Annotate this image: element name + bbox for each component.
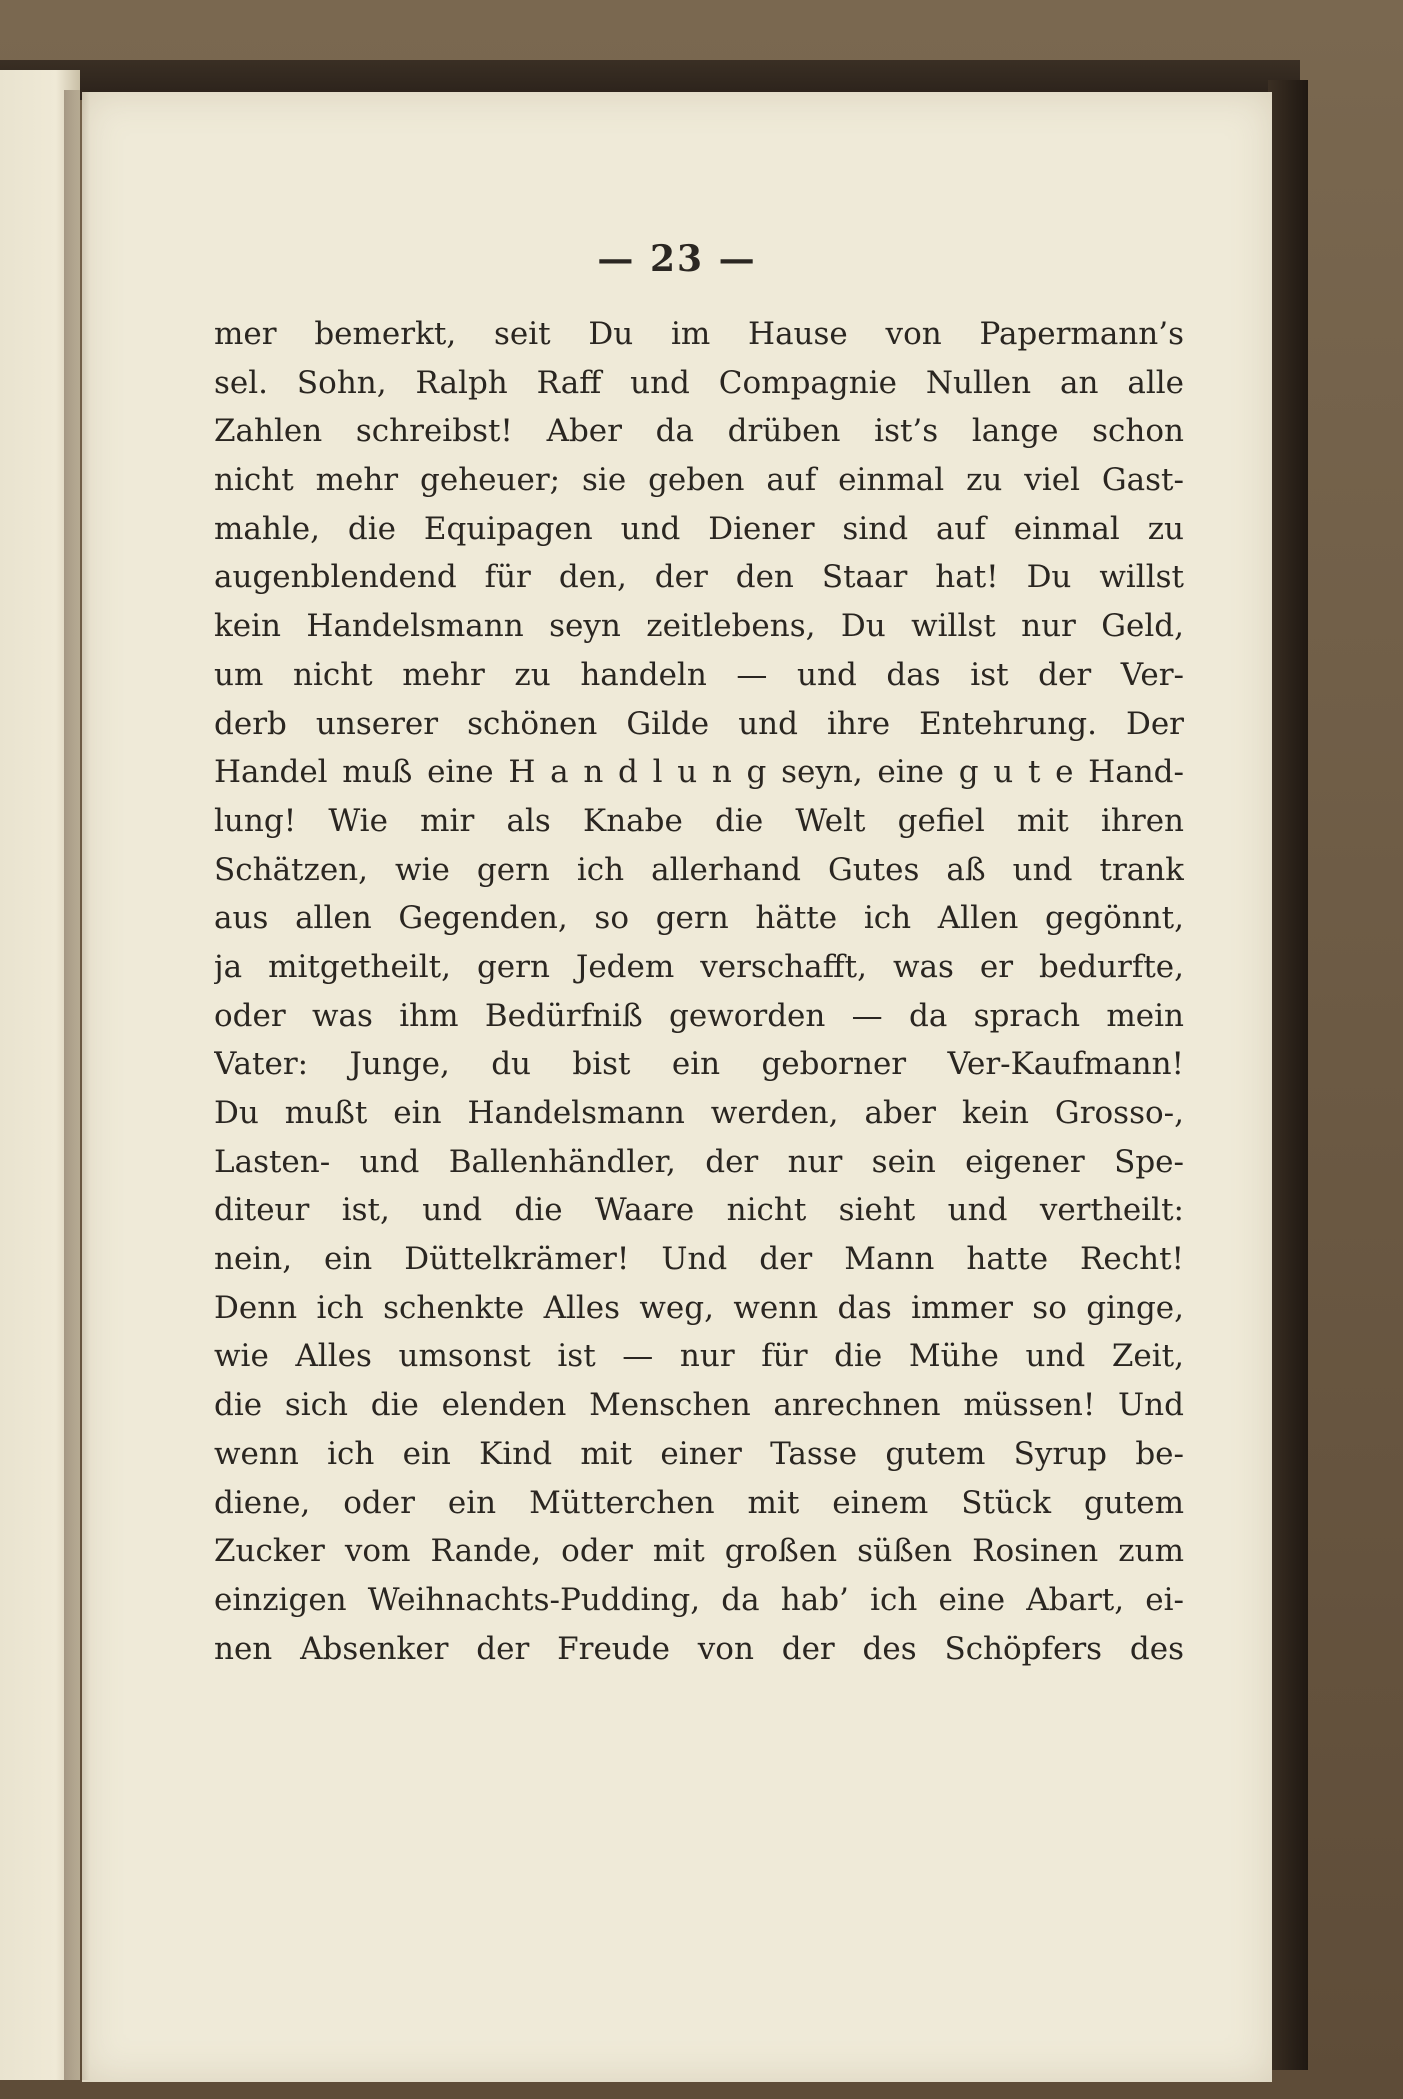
text-line: ja mitgetheilt, gern Jedem verschafft, was er bedurfte, (214, 948, 1184, 985)
text-line: Denn ich schenkte Alles weg, wenn das immer so ginge, (214, 1289, 1184, 1326)
text-line: Schätzen, wie gern ich allerhand Gutes aß und trank (214, 851, 1184, 888)
text-line: nicht mehr geheuer; sie geben auf einmal zu viel Gast- (214, 462, 1184, 499)
text-line: derb unserer schönen Gilde und ihre Entehrung. Der (214, 705, 1184, 742)
book-page (82, 92, 1272, 2082)
text-line: um nicht mehr zu handeln — und das ist der Ver- (214, 656, 1184, 693)
text-line: wenn ich ein Kind mit einer Tasse gutem Syrup be- (214, 1435, 1184, 1472)
text-line: einzigen Weihnachts-Pudding, da hab’ ich eine Abart, ei- (214, 1581, 1184, 1618)
text-line: Zahlen schreibst! Aber da drüben ist’s lange schon (214, 413, 1184, 450)
text-line: lung! Wie mir als Knabe die Welt gefiel mit ihren (214, 802, 1184, 839)
text-line: Zucker vom Rande, oder mit großen süßen Rosinen zum (214, 1533, 1184, 1570)
text-line: mer bemerkt, seit Du im Hause von Papermann’s (214, 316, 1184, 352)
book-cover-right-edge (1268, 80, 1308, 2070)
text-line: Lasten- und Ballenhändler, der nur sein eigener Spe- (214, 1143, 1184, 1180)
text-line: sel. Sohn, Ralph Raff und Compagnie Nullen an alle (214, 364, 1184, 401)
text-line: nen Absenker der Freude von der des Schöpfers des (214, 1630, 1184, 1667)
text-line: oder was ihm Bedürfniß geworden — da sprach mein (214, 997, 1184, 1034)
text-line: die sich die elenden Menschen anrechnen müssen! Und (214, 1387, 1184, 1424)
text-line: Du mußt ein Handelsmann werden, aber kein Grosso-, (214, 1095, 1184, 1131)
text-line: aus allen Gegenden, so gern hätte ich Allen gegönnt, (214, 900, 1184, 937)
text-line: nein, ein Düttelkrämer! Und der Mann hatte Recht! (214, 1241, 1184, 1278)
body-text (214, 310, 1184, 1673)
page-gutter-shadow (64, 90, 90, 2080)
text-line: wie Alles umsonst ist — nur für die Mühe und Zeit, (214, 1338, 1184, 1375)
text-line: diteur ist, und die Waare nicht sieht und vertheilt: (214, 1192, 1184, 1229)
text-line: diene, oder ein Mütterchen mit einem Stück gutem (214, 1484, 1184, 1521)
text-line: kein Handelsmann seyn zeitlebens, Du willst nur Geld, (214, 608, 1184, 645)
text-line: Vater: Junge, du bist ein geborner Ver-Kaufmann! (214, 1046, 1184, 1083)
text-line: Handel muß eine H a n d l u n g seyn, eine g u t e Hand- (214, 754, 1184, 791)
text-line: mahle, die Equipagen und Diener sind auf einmal zu (214, 510, 1184, 547)
text-line: augenblendend für den, der den Staar hat! Du willst (214, 559, 1184, 596)
page-number: — 23 — (597, 238, 757, 280)
